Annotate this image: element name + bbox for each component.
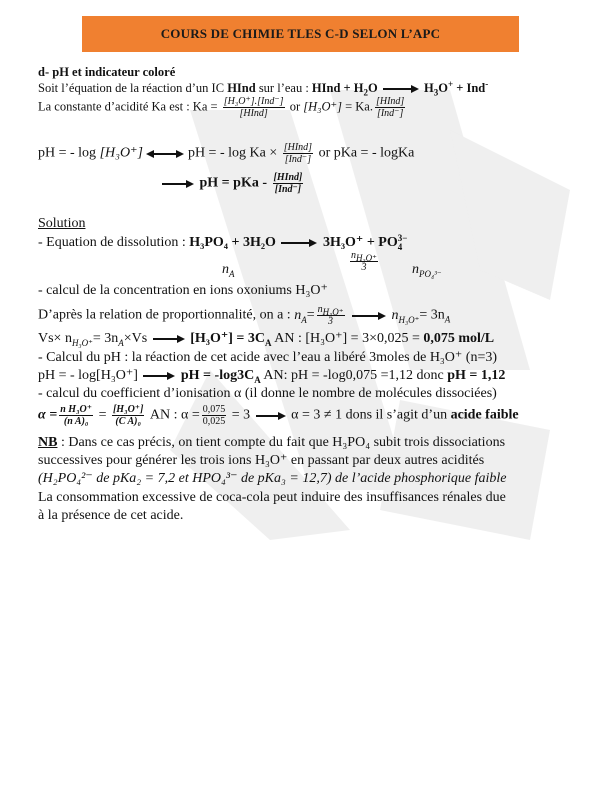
arrow-icon — [160, 179, 196, 189]
alpha-line — [38, 404, 519, 432]
sub: A — [254, 374, 261, 385]
nb-line-4: La consommation excessive de coca-cola peut induire des insuffisances rénales due — [38, 490, 506, 505]
sub: H₃O⁺ — [398, 314, 420, 325]
text: pH = - log[H₃O⁺] — [38, 368, 138, 383]
text: sur l’eau : — [255, 81, 312, 95]
eq-right2: O — [438, 81, 448, 95]
eq: = Ka. — [341, 99, 373, 114]
den: 0,025 — [202, 416, 226, 427]
formula: pH = -log3C — [180, 368, 255, 383]
arrow-icon — [350, 311, 388, 321]
sub: H₃O⁺ — [71, 337, 93, 348]
result: 0,075 mol/L — [423, 331, 495, 346]
eq-left: HInd + H — [311, 81, 364, 95]
num: 0,075 — [202, 404, 226, 415]
ka-fraction — [223, 96, 285, 119]
den: [Ind⁻] — [376, 108, 404, 119]
hind: HInd — [227, 81, 256, 95]
sub: A — [265, 337, 272, 348]
arrow-icon — [279, 238, 319, 248]
calc-ph: - Calcul du pH : la réaction de cet acide avec l’eau a libéré 3moles de H₃O⁺ (n=3) — [38, 350, 498, 365]
h3o: [H₃O⁺] — [303, 99, 342, 114]
equation-line: Soit l’équation de la réaction d’un IC HInd sur l’eau : HInd + $H_2O$ $H_3O^+ + Ind^-$ — [38, 78, 489, 98]
ph-line-1 — [38, 142, 414, 165]
eq-o: O — [368, 81, 378, 95]
an: AN : α = — [146, 407, 200, 423]
conclusion: α = 3 ≠ 1 dons il s’agit d’un — [291, 407, 451, 423]
text: La constante d’acidité Ka est : Ka = — [38, 99, 221, 114]
text: D’après la relation de proportionnalité, on a : — [38, 307, 295, 323]
text: ×Vs — [123, 331, 148, 346]
den: [HInd] — [239, 108, 268, 119]
ph-line-2 — [160, 172, 305, 195]
h3o: [H₃O⁺] — [99, 145, 143, 161]
formula: [H₃O⁺] = 3C — [190, 331, 266, 346]
arrow-icon — [151, 334, 187, 344]
sub: H₃O⁺ — [322, 307, 344, 317]
text: Vs× n — [38, 331, 72, 346]
den: (n A)₀ — [63, 416, 89, 427]
concentration-result — [38, 331, 494, 347]
an: AN: pH = -log0,075 =1,12 donc — [260, 368, 448, 383]
eq: = 3 — [228, 407, 251, 423]
ratio-fraction — [375, 96, 405, 119]
den: 3 — [361, 262, 367, 273]
nb-line-1 — [38, 435, 505, 451]
course-banner — [82, 16, 519, 52]
npo4-label — [412, 262, 442, 278]
eq: = — [95, 407, 110, 423]
section-heading: d- pH et indicateur coloré — [38, 65, 176, 79]
den: 3 — [328, 316, 334, 327]
n: n — [412, 262, 419, 277]
an: AN : [H₃O⁺] = 3×0,025 = — [271, 331, 424, 346]
nb-line-2: successives pour générer les trois ions H₃O⁺ en passant par deux autres acidités — [38, 453, 485, 468]
eq: = 3n — [419, 307, 445, 323]
solution-title: Solution — [38, 216, 86, 231]
conclusion-bold: acide faible — [450, 407, 519, 423]
nb-label: NB — [38, 435, 58, 450]
ph-fraction — [283, 142, 313, 165]
double-arrow-icon — [146, 149, 184, 159]
eq: = — [306, 307, 315, 323]
proportionality-line — [38, 304, 450, 327]
sub: A — [444, 314, 451, 325]
text: pH = - log Ka × — [187, 145, 281, 161]
nb-line-3: (H₂PO₄²⁻ de pKa₂ = 7,2 et HPO₄³⁻ de pKa₃ = 12,7) de l’acide phosphorique faible — [38, 471, 507, 486]
eq-right: 3H₃O⁺ + PO — [322, 235, 398, 251]
nh3o-fraction — [348, 250, 380, 273]
sub: A — [229, 268, 235, 279]
ph-result — [38, 368, 505, 384]
calc-concentration: - calcul de la concentration en ions oxoniums H₃O⁺ — [38, 283, 328, 298]
eq-left: H₃PO₄ + 3H₂O — [189, 235, 276, 251]
num: [HInd] — [273, 172, 303, 183]
eq-right: H — [424, 81, 434, 95]
arrow-icon — [141, 371, 177, 381]
sub: 4 — [397, 242, 403, 252]
text: Soit l’équation de la réaction d’un IC — [38, 81, 228, 95]
n: n — [317, 304, 323, 315]
sup: 3− — [397, 233, 408, 243]
num: [HInd] — [375, 96, 405, 107]
ph-formula: pH = pKa - — [199, 175, 271, 191]
text: pH = - log — [38, 145, 100, 161]
banner-title: COURS DE CHIMIE TLES C-D SELON L’APC — [160, 26, 441, 41]
nb-line-5: à la présence de cet acide. — [38, 508, 184, 523]
num: [H₃O⁺].[Ind⁻] — [223, 96, 284, 107]
n: n — [222, 262, 229, 277]
num: [HInd] — [283, 142, 313, 153]
text: - Equation de dissolution : — [38, 235, 190, 251]
text: : Dans ce cas précis, on tient compte du fait que H₃PO₄ subit trois dissociations — [57, 435, 506, 450]
n: n — [391, 307, 399, 323]
sub: H₃O⁺ — [356, 253, 377, 263]
text: = 3n — [92, 331, 119, 346]
ka-line — [38, 96, 407, 126]
den: (C A)₀ — [115, 416, 141, 427]
eq-right3: + Ind — [453, 81, 486, 95]
den: [Ind⁻] — [274, 184, 302, 195]
na-label — [222, 262, 235, 278]
calc-alpha: - calcul du coefficient d’ionisation α (il donne le nombre de molécules dissociées) — [38, 386, 497, 401]
sub: A — [118, 337, 124, 348]
result: pH = 1,12 — [447, 368, 506, 383]
alpha: α = — [38, 407, 58, 423]
num: n H₃O⁺ — [60, 404, 93, 415]
sub: PO₄³⁻ — [419, 268, 442, 279]
num: [H₃O⁺] — [112, 404, 144, 415]
den: [Ind⁻] — [284, 154, 312, 165]
sub: A — [301, 314, 307, 325]
or: or — [286, 99, 304, 114]
ph-fraction — [273, 172, 304, 195]
arrow-icon — [381, 84, 421, 94]
text: or pKa = - logKa — [315, 145, 415, 161]
n: n — [294, 307, 302, 323]
n: n — [351, 250, 356, 261]
arrow-icon — [254, 411, 288, 421]
